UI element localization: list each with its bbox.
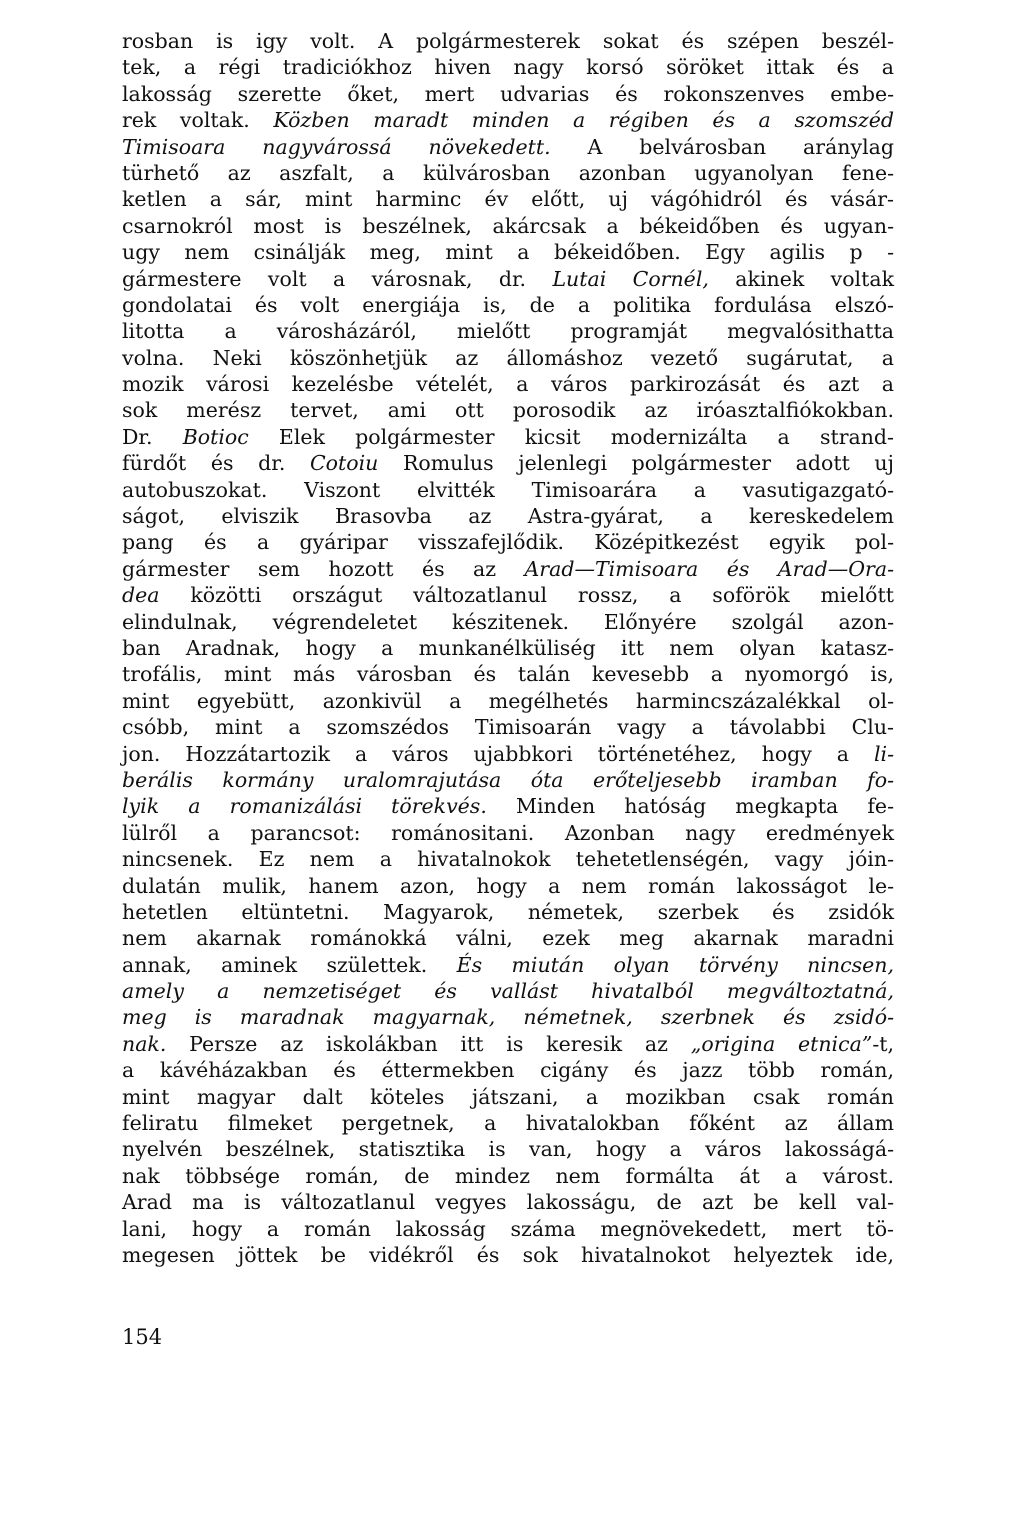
text-line — [122, 714, 894, 740]
text-line — [122, 1163, 894, 1189]
text-line — [122, 741, 894, 767]
text-segment: megesen jöttek be vidékről és sok hivatalnokot helyeztek ide, — [122, 1242, 894, 1267]
text-segment: nincsenek. Ez nem a hivatalnokok tehetetlenségén, vagy jóin- — [122, 847, 894, 872]
text-segment: gármestere volt a városnak, dr. — [122, 266, 553, 291]
text-line — [122, 820, 894, 846]
text-line — [122, 873, 894, 899]
text-line — [122, 424, 894, 450]
italic-text: Lutai Cornél, — [552, 266, 709, 291]
text-segment: gondolatai és volt energiája is, de a politika fordulása elszó- — [122, 292, 894, 317]
text-line — [122, 28, 894, 54]
text-segment: pang és a gyáripar visszafejlődik. Középitkezést egyik pol- — [122, 530, 894, 555]
text-segment: dulatán mulik, hanem azon, hogy a nem román lakosságot le- — [122, 873, 894, 898]
italic-text: li- — [873, 741, 894, 766]
italic-text: amely a nemzetiséget és vallást hivatalból megváltoztatná, — [122, 979, 894, 1004]
text-segment: akinek voltak — [708, 266, 895, 291]
italic-text: Cotoiu — [309, 451, 379, 476]
text-line — [122, 477, 894, 503]
text-segment: hetetlen eltüntetni. Magyarok, németek, szerbek és zsidók — [122, 899, 894, 924]
italic-text: És miután olyan törvény nincsen, — [456, 952, 894, 977]
text-segment: trofális, mint más városban és talán kevesebb a nyomorgó is, — [122, 662, 894, 687]
text-segment: mint magyar dalt köteles játszani, a mozikban csak román — [122, 1084, 894, 1109]
text-segment: Arad ma is változatlanul vegyes lakosságu, de azt be kell val- — [122, 1190, 894, 1215]
text-line — [122, 1242, 894, 1268]
text-segment: ságot, elviszik Brasovba az Astra-gyárat, a kereskedelem — [122, 504, 894, 529]
text-line — [122, 556, 894, 582]
text-segment: volna. Neki köszönhetjük az állomáshoz vezető sugárutat, a — [122, 345, 894, 370]
text-segment: Romulus jelenlegi polgármester adott uj — [378, 451, 894, 476]
text-segment: Elek polgármester kicsit modernizálta a strand- — [248, 424, 894, 449]
text-line — [122, 899, 894, 925]
text-line — [122, 529, 894, 555]
text-line — [122, 767, 894, 793]
page-text-block — [122, 28, 894, 1268]
text-line — [122, 345, 894, 371]
text-line — [122, 1216, 894, 1242]
text-segment: fürdőt és dr. — [122, 451, 310, 476]
text-segment: tek, a régi tradiciókhoz hiven nagy korsó söröket ittak és a — [122, 55, 894, 80]
text-segment: jon. Hozzátartozik a város ujabbkori történetéhez, hogy a — [122, 741, 874, 766]
text-segment: nem akarnak románokká válni, ezek meg akarnak maradni — [122, 926, 894, 951]
text-line — [122, 952, 894, 978]
text-line — [122, 134, 894, 160]
text-segment: -t, — [872, 1031, 894, 1056]
text-segment: nak többsége román, de mindez nem formálta át a várost. — [122, 1163, 894, 1188]
italic-text: Arad—Timisoara és Arad—Ora- — [524, 556, 894, 581]
text-line — [122, 925, 894, 951]
italic-text: lyik a romanizálási törekvés. — [122, 794, 487, 819]
text-line — [122, 266, 894, 292]
italic-text: berális kormány uralomrajutása óta erőteljesebb iramban fo- — [122, 767, 894, 792]
text-line — [122, 635, 894, 661]
text-line — [122, 661, 894, 687]
text-line — [122, 107, 894, 133]
text-line — [122, 609, 894, 635]
text-segment: türhető az aszfalt, a külvárosban azonban ugyanolyan fene- — [122, 160, 894, 185]
text-line — [122, 397, 894, 423]
text-segment: ketlen a sár, mint harminc év előtt, uj vágóhidról és vásár- — [122, 187, 894, 212]
text-segment: lülről a parancsot: románositani. Azonban nagy eredmények — [122, 820, 894, 845]
text-segment: Dr. — [122, 424, 183, 449]
text-line — [122, 688, 894, 714]
text-line — [122, 186, 894, 212]
text-segment: a kávéházakban és éttermekben cigány és jazz több román, — [122, 1058, 894, 1083]
text-line — [122, 160, 894, 186]
italic-text: Botioc — [182, 424, 249, 449]
text-line — [122, 54, 894, 80]
text-segment: litotta a városházáról, mielőtt programját megvalósithatta — [122, 319, 894, 344]
text-line — [122, 1189, 894, 1215]
text-segment: mint egyebütt, azonkivül a megélhetés harmincszázalékkal ol- — [122, 688, 894, 713]
text-line — [122, 371, 894, 397]
italic-text: dea — [122, 583, 160, 608]
text-segment: rek voltak. — [122, 108, 274, 133]
text-line — [122, 1004, 894, 1030]
text-segment: lani, hogy a román lakosság száma megnövekedett, mert tö- — [122, 1216, 894, 1241]
text-segment: feliratu filmeket pergetnek, a hivatalokban főként az állam — [122, 1111, 894, 1136]
text-line — [122, 1110, 894, 1136]
text-line — [122, 239, 894, 265]
text-segment: csóbb, mint a szomszédos Timisoarán vagy a távolabbi Clu- — [122, 715, 894, 740]
text-line — [122, 292, 894, 318]
page-number: 154 — [122, 1325, 163, 1349]
text-segment: gármester sem hozott és az — [122, 556, 525, 581]
text-line — [122, 1031, 894, 1057]
italic-text: „origina etnica” — [690, 1031, 873, 1056]
text-line — [122, 846, 894, 872]
text-line — [122, 1057, 894, 1083]
italic-text: Közben maradt minden a régiben és a szomszéd — [273, 108, 894, 133]
text-segment: mozik városi kezelésbe vételét, a város parkirozását és azt a — [122, 372, 894, 397]
text-segment: annak, aminek születtek. — [122, 952, 457, 977]
text-line — [122, 318, 894, 344]
text-segment: nyelvén beszélnek, statisztika is van, hogy a város lakosságá- — [122, 1137, 894, 1162]
text-line — [122, 450, 894, 476]
text-line — [122, 503, 894, 529]
text-line — [122, 582, 894, 608]
text-segment: elindulnak, végrendeletet készitenek. Előnyére szolgál azon- — [122, 609, 894, 634]
text-line — [122, 81, 894, 107]
text-segment: Minden hatóság megkapta fe- — [486, 794, 894, 819]
italic-text: nak. — [122, 1031, 167, 1056]
text-segment: autobuszokat. Viszont elvitték Timisoarára a vasutigazgató- — [122, 477, 894, 502]
text-line — [122, 1136, 894, 1162]
text-segment: Persze az iskolákban itt is keresik az — [166, 1031, 691, 1056]
text-line — [122, 793, 894, 819]
text-segment: rosban is igy volt. A polgármesterek sokat és szépen beszél- — [122, 29, 894, 53]
text-segment: A belvárosban aránylag — [550, 134, 894, 159]
italic-text: Timisoara nagyvárossá növekedett. — [122, 134, 551, 159]
text-line — [122, 1084, 894, 1110]
italic-text: meg is maradnak magyarnak, németnek, szerbnek és zsidó- — [122, 1005, 894, 1030]
text-line — [122, 978, 894, 1004]
text-line — [122, 213, 894, 239]
text-segment: csarnokról most is beszélnek, akárcsak a békeidőben és ugyan- — [122, 213, 894, 238]
text-segment: ugy nem csinálják meg, mint a békeidőben. Egy agilis p - — [122, 240, 894, 265]
text-segment: sok merész tervet, ami ott porosodik az iróasztalfiókokban. — [122, 398, 894, 423]
text-segment: ban Aradnak, hogy a munkanélküliség itt nem olyan katasz- — [122, 635, 894, 660]
text-segment: lakosság szerette őket, mert udvarias és rokonszenves embe- — [122, 81, 894, 106]
text-segment: közötti országut változatlanul rossz, a soförök mielőtt — [159, 583, 894, 608]
